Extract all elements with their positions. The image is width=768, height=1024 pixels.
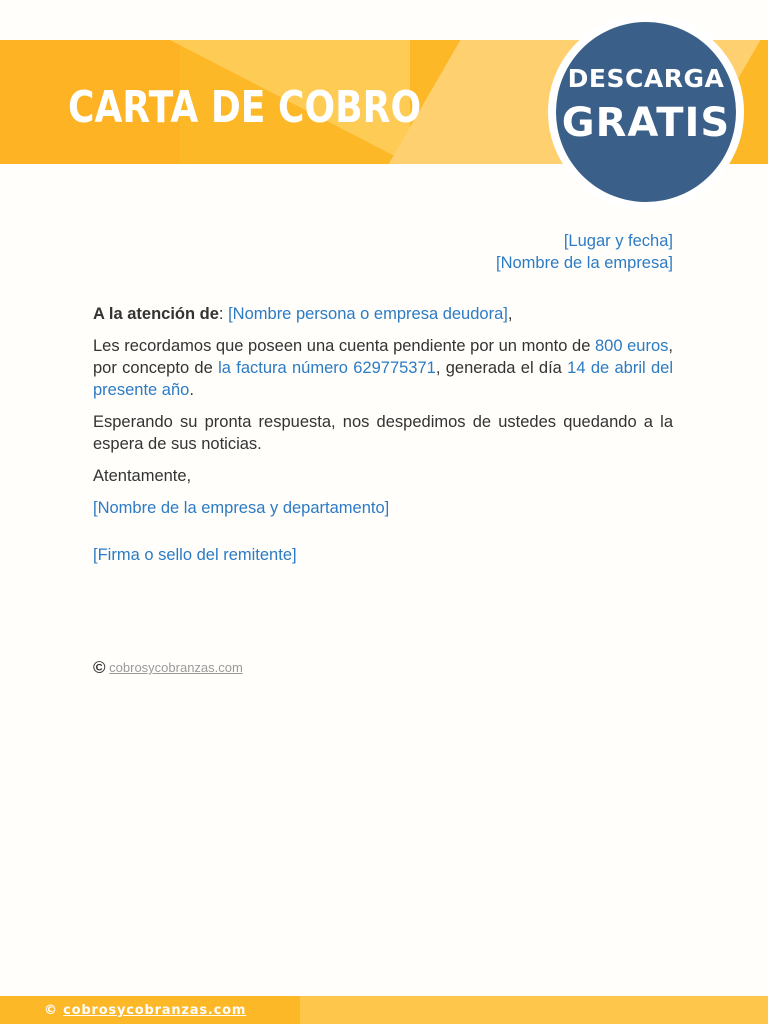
body1-text-a: Les recordamos que poseen una cuenta pendiente por un monto de (93, 337, 595, 355)
body1-text-c: , generada el día (435, 359, 568, 377)
footer-shape (300, 996, 768, 1024)
footer-link[interactable]: cobrosycobranzas.com (63, 1003, 247, 1018)
badge-line-descarga: DESCARGA (567, 64, 725, 93)
body-paragraph-2 (93, 411, 673, 455)
body1-text-d: . (189, 381, 194, 399)
body1-text-b: , por concepto de (93, 337, 674, 377)
invoice-placeholder: la factura número 629775371 (218, 359, 436, 377)
footer-text (44, 1003, 246, 1018)
attention-label: A la atención de (93, 305, 219, 323)
letter-header-block (93, 230, 673, 274)
copyright-link[interactable]: cobrosycobranzas.com (109, 660, 243, 675)
download-badge[interactable] (548, 14, 744, 210)
attention-line (93, 303, 673, 325)
download-badge-circle[interactable] (556, 22, 736, 202)
body-paragraph-1 (93, 335, 673, 401)
badge-line-gratis: GRATIS (561, 100, 731, 146)
closing-text: Atentamente, (93, 467, 192, 485)
recipient-placeholder: [Nombre persona o empresa deudora] (228, 305, 508, 323)
copyright-notice (93, 658, 243, 678)
place-date: [Lugar y fecha] (563, 232, 673, 250)
amount-placeholder: 800 euros (595, 337, 669, 355)
attention-colon: : (218, 305, 229, 323)
page-title: CARTA DE COBRO (68, 82, 422, 133)
attention-end: , (507, 305, 513, 323)
date-placeholder: 14 de abril del presente año (93, 359, 673, 399)
copyright-icon: © (93, 658, 106, 677)
sender-placeholder: [Nombre de la empresa y departamento] (93, 499, 390, 517)
footer-copyright-icon: © (44, 1003, 58, 1018)
footer-bar (0, 996, 768, 1024)
body2-text: Esperando su pronta respuesta, nos despedimos de ustedes quedando a la espera de sus noticias. (93, 413, 673, 453)
signature-placeholder: [Firma o sello del remitente] (93, 546, 297, 564)
company-name: [Nombre de la empresa] (496, 254, 673, 272)
